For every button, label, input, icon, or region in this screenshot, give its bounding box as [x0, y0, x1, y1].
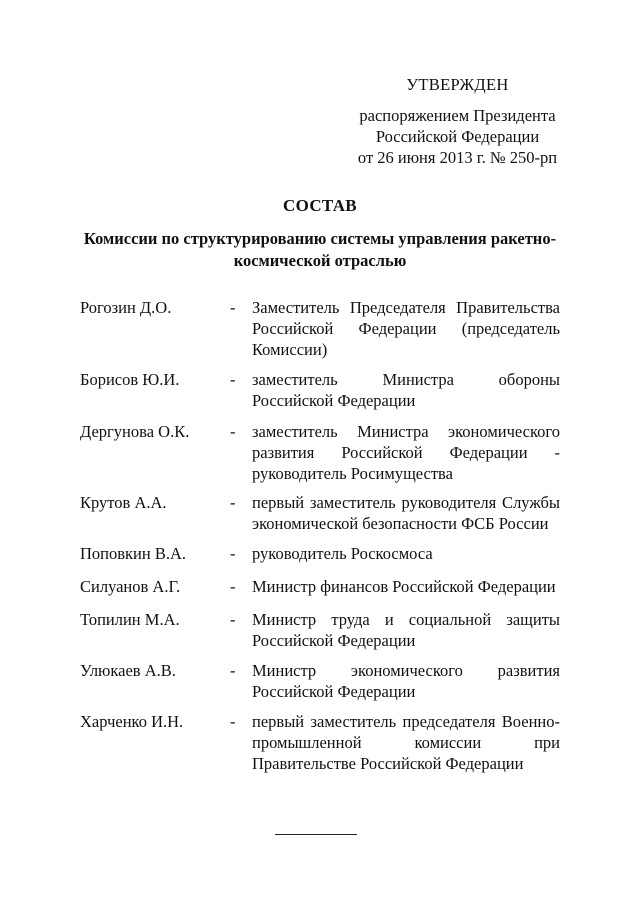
member-role: заместитель Министра экономического развития Российской Федерации - руководитель Росимущества — [252, 422, 560, 483]
member-role: руководитель Роскосмоса — [252, 544, 433, 563]
member-row — [80, 711, 560, 774]
member-role: первый заместитель председателя Военно-промышленной комиссии при Правительстве Российской Федерации — [252, 712, 560, 773]
separator-dash: - — [230, 422, 236, 441]
member-name: Харченко И.Н. — [80, 712, 184, 731]
member-row — [80, 609, 560, 651]
member-row — [80, 369, 560, 411]
approval-heading: УТВЕРЖДЕН — [406, 75, 509, 94]
member-row — [80, 576, 560, 597]
member-row — [80, 297, 560, 360]
separator-dash: - — [230, 544, 236, 563]
separator-dash: - — [230, 370, 236, 389]
member-name: Силуанов А.Г. — [80, 577, 181, 596]
approval-block — [340, 74, 575, 168]
document-title: СОСТАВ — [283, 196, 357, 215]
member-row — [80, 660, 560, 702]
member-role: первый заместитель руководителя Службы экономической безопасности ФСБ России — [252, 493, 560, 533]
member-role: Заместитель Председателя Правительства Российской Федерации (председатель Комиссии) — [252, 298, 560, 359]
separator-dash: - — [230, 610, 236, 629]
member-row — [80, 421, 560, 484]
member-name: Топилин М.А. — [80, 610, 180, 629]
approval-line: распоряжением Президента — [359, 106, 556, 125]
separator-dash: - — [230, 712, 236, 731]
separator-dash: - — [230, 661, 236, 680]
closing-rule — [275, 834, 357, 835]
member-role: заместитель Министра обороны Российской Федерации — [252, 370, 560, 410]
member-name: Крутов А.А. — [80, 493, 167, 512]
member-role: Министр труда и социальной защиты Российской Федерации — [252, 610, 560, 650]
member-name: Рогозин Д.О. — [80, 298, 172, 317]
separator-dash: - — [230, 298, 236, 317]
approval-line: Российской Федерации — [375, 127, 540, 146]
member-name: Поповкин В.А. — [80, 544, 187, 563]
member-role: Министр экономического развития Российской Федерации — [252, 661, 560, 701]
document-subtitle: Комиссии по структурированию системы управления ракетно-космической отраслью — [83, 229, 557, 270]
member-name: Улюкаев А.В. — [80, 661, 176, 680]
separator-dash: - — [230, 577, 236, 596]
member-role: Министр финансов Российской Федерации — [252, 577, 556, 596]
member-row — [80, 543, 560, 564]
member-name: Борисов Ю.И. — [80, 370, 180, 389]
separator-dash: - — [230, 493, 236, 512]
member-row — [80, 492, 560, 534]
approval-line: от 26 июня 2013 г. № 250-рп — [357, 148, 558, 167]
member-name: Дергунова О.К. — [80, 422, 190, 441]
